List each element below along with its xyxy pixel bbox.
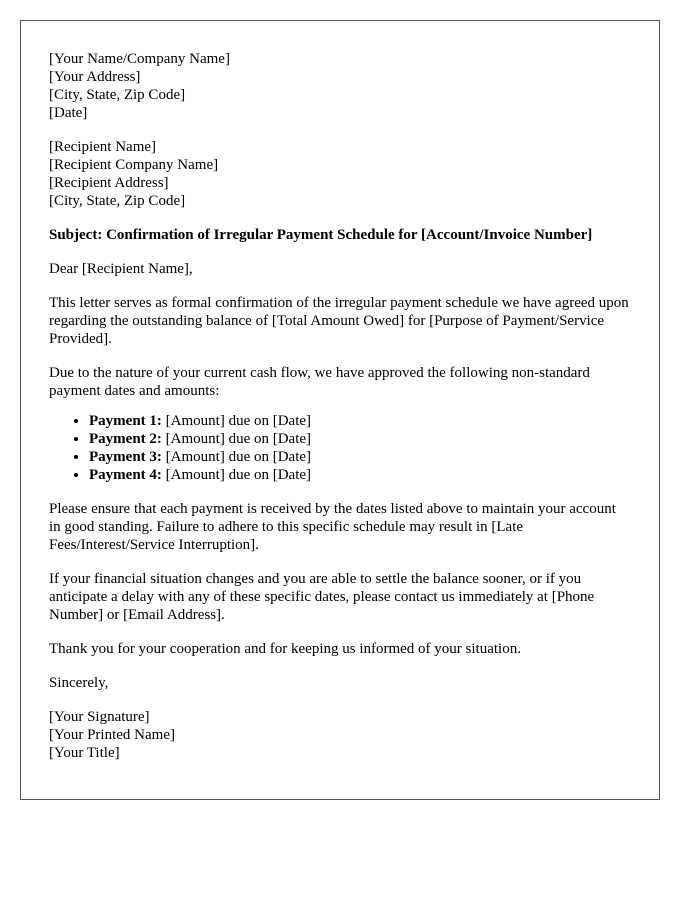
payment-item bbox=[89, 466, 631, 484]
intro-paragraph: This letter serves as formal confirmation of the irregular payment schedule we have agreed upon regarding the outstanding balance of [Total Amount Owed] for [Purpose of Payment/Service Provided]. bbox=[49, 295, 629, 347]
closing: Sincerely, bbox=[49, 675, 109, 691]
payment-label: Payment 3: bbox=[89, 449, 162, 465]
printed-name: [Your Printed Name] bbox=[49, 727, 175, 743]
recipient-address: [Recipient Address] bbox=[49, 175, 169, 191]
letter-page bbox=[20, 20, 660, 800]
payment-details: [Amount] due on [Date] bbox=[161, 449, 312, 465]
sender-address: [Your Address] bbox=[49, 69, 141, 85]
sender-block bbox=[49, 50, 631, 122]
payment-details: [Amount] due on [Date] bbox=[161, 431, 312, 447]
changes-paragraph: If your financial situation changes and you are able to settle the balance sooner, or if you anticipate a delay with any of these specific dates, please contact us immediately at [Phone Number] or [Email Address]. bbox=[49, 571, 595, 623]
signature-block bbox=[49, 708, 631, 762]
salutation: Dear [Recipient Name], bbox=[49, 261, 193, 277]
recipient-company: [Recipient Company Name] bbox=[49, 157, 219, 173]
sender-name: [Your Name/Company Name] bbox=[49, 51, 230, 67]
payment-item bbox=[89, 412, 631, 430]
ensure-paragraph: Please ensure that each payment is received by the dates listed above to maintain your account in good standing. Failure to adhere to this specific schedule may result in [Late Fees/Interest/Service Interruption]. bbox=[49, 501, 616, 553]
payment-label: Payment 4: bbox=[89, 467, 162, 483]
signer-title: [Your Title] bbox=[49, 745, 120, 761]
recipient-name: [Recipient Name] bbox=[49, 139, 157, 155]
payment-label: Payment 2: bbox=[89, 431, 162, 447]
payment-details: [Amount] due on [Date] bbox=[161, 467, 312, 483]
letter-date: [Date] bbox=[49, 105, 88, 121]
sender-city-state-zip: [City, State, Zip Code] bbox=[49, 87, 186, 103]
schedule-lead-paragraph: Due to the nature of your current cash flow, we have approved the following non-standard payment dates and amounts: bbox=[49, 365, 590, 399]
payment-schedule-list bbox=[49, 412, 631, 484]
signature: [Your Signature] bbox=[49, 709, 150, 725]
payment-label: Payment 1: bbox=[89, 413, 162, 429]
payment-item bbox=[89, 430, 631, 448]
recipient-city-state-zip: [City, State, Zip Code] bbox=[49, 193, 186, 209]
recipient-block bbox=[49, 138, 631, 210]
subject-line: Subject: Confirmation of Irregular Payment Schedule for [Account/Invoice Number] bbox=[49, 227, 593, 243]
payment-item bbox=[89, 448, 631, 466]
payment-details: [Amount] due on [Date] bbox=[161, 413, 312, 429]
thanks-paragraph: Thank you for your cooperation and for keeping us informed of your situation. bbox=[49, 641, 521, 657]
